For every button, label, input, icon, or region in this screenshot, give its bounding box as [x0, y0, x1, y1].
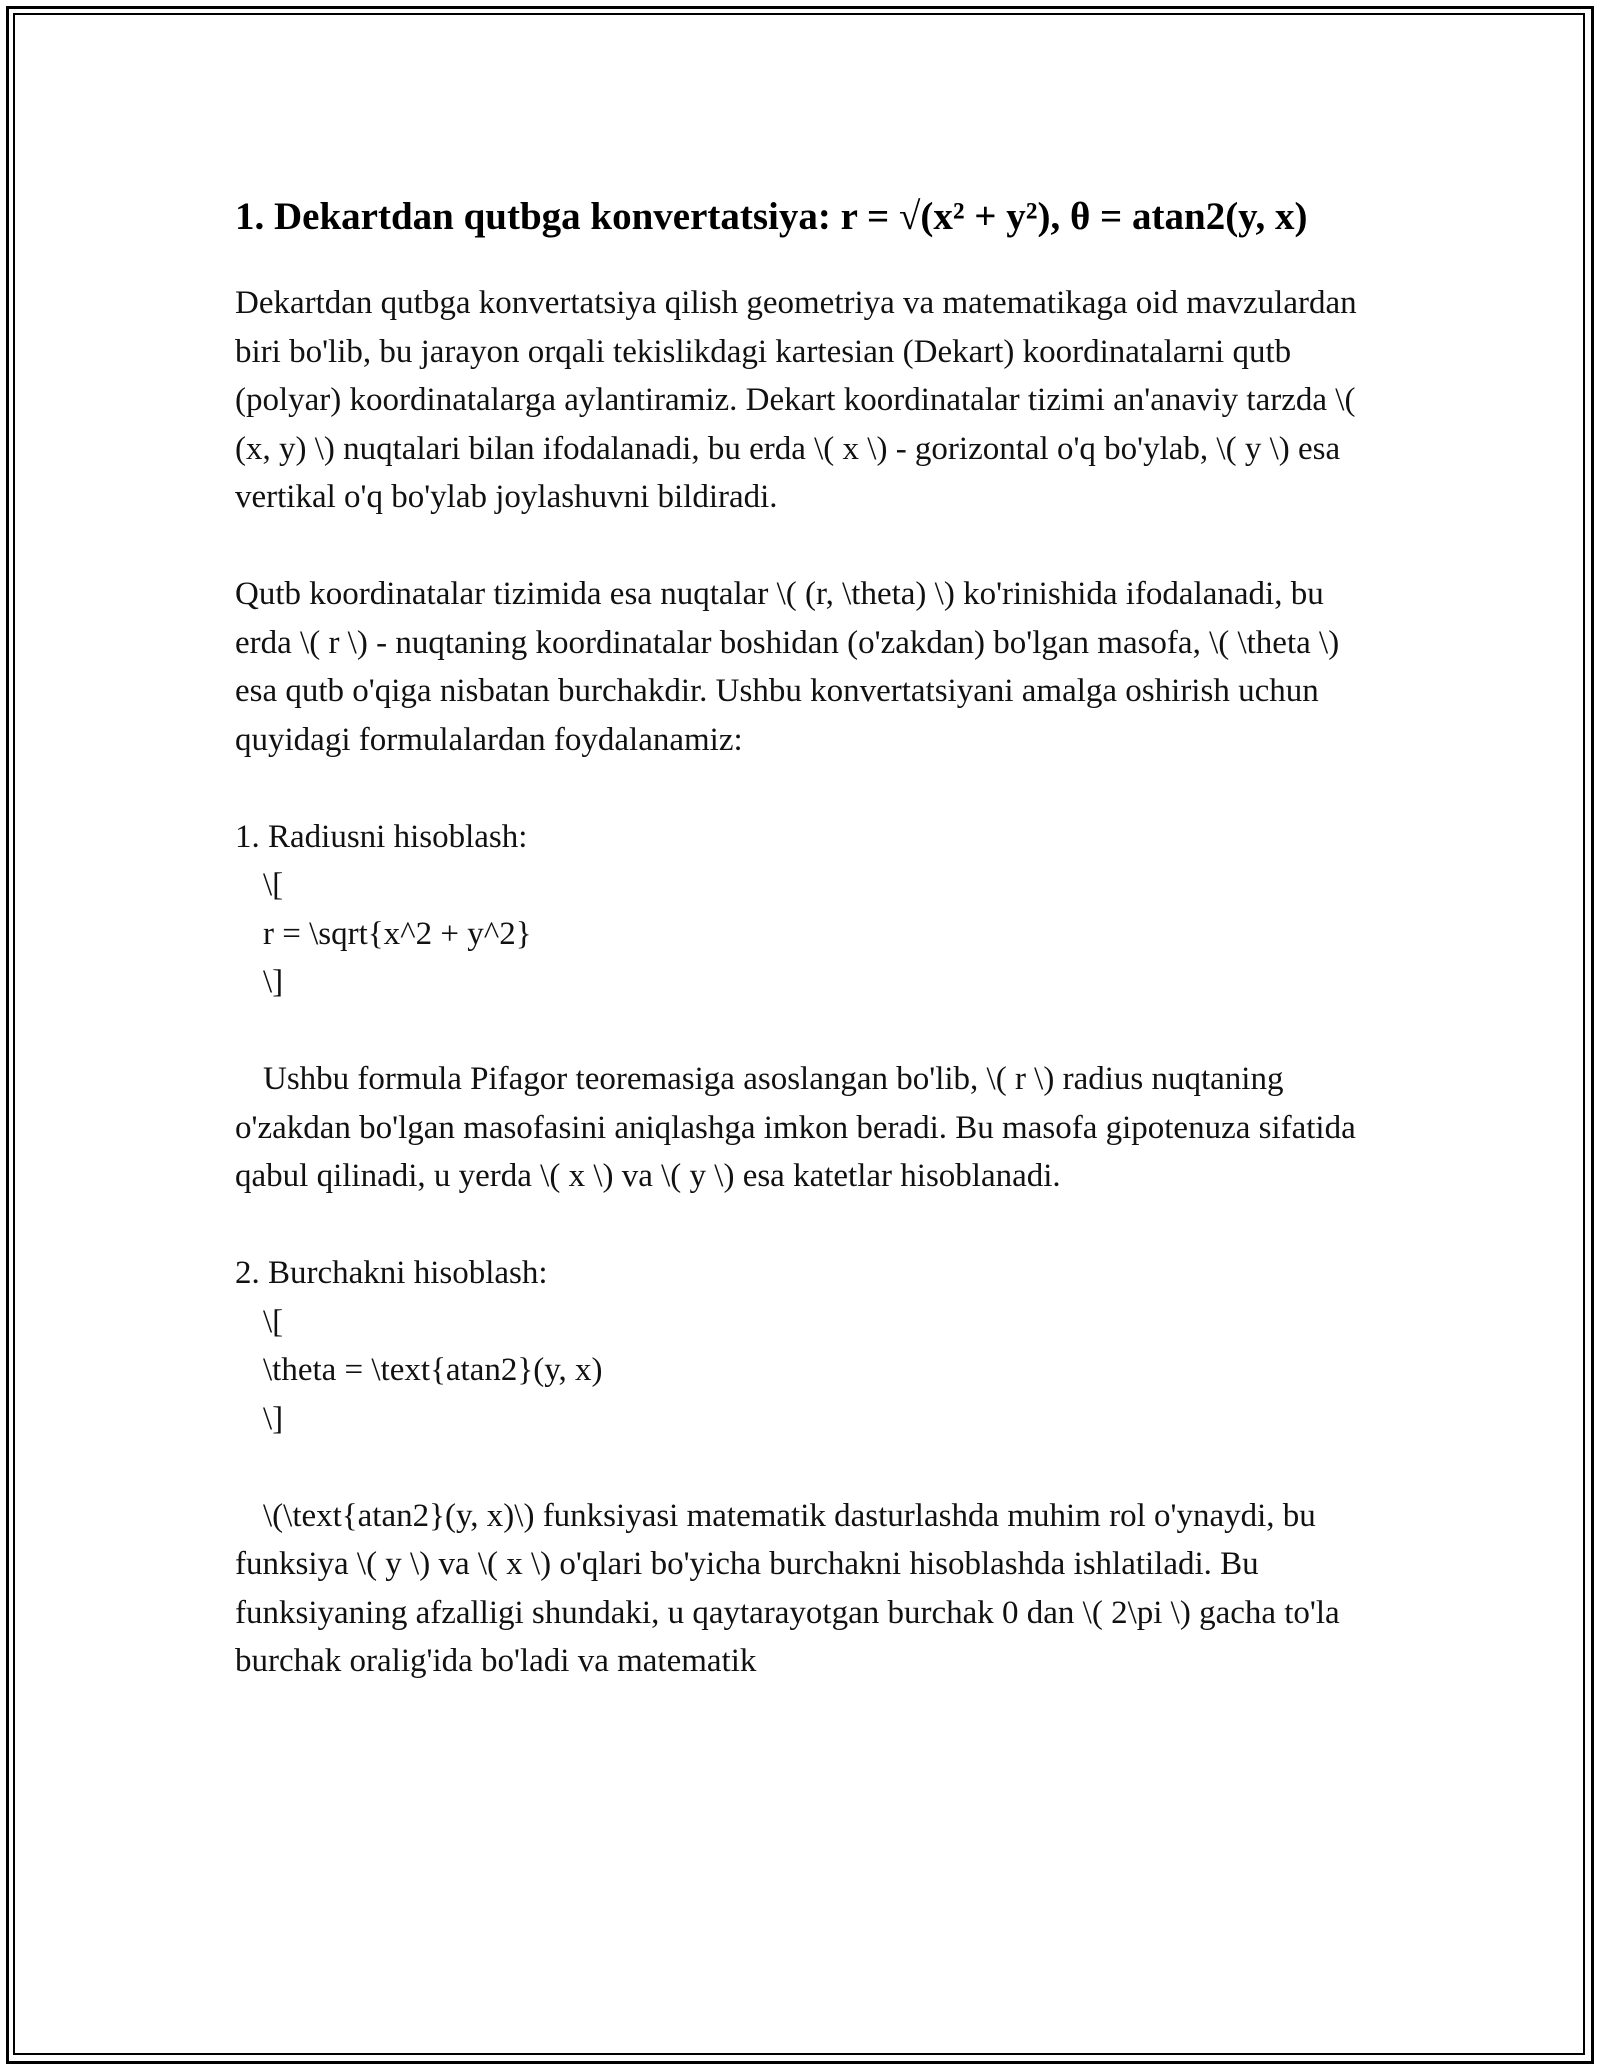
step-radius-title: 1. Radiusni hisoblash: — [235, 818, 528, 855]
angle-formula-close: \] — [263, 1400, 284, 1437]
radius-formula-close: \] — [263, 964, 284, 1000]
step-angle-title: 2. Burchakni hisoblash: — [235, 1255, 548, 1291]
paragraph-spacer — [235, 1443, 1365, 1492]
radius-formula-open: \[ — [263, 867, 284, 903]
radius-explanation — [235, 1055, 1365, 1201]
angle-formula-open: \[ — [263, 1303, 284, 1340]
intro-paragraph-1: Dekartdan qutbga konvertatsiya qilish geometriya va matematikaga oid mavzulardan biri bo'lib, bu jarayon orqali tekislikdagi kartesian (Dekart) koordinatalarni qutb (polyar) koordinatalarga aylantiramiz. Dekart koordinatalar tizimi an'anaviy tarzda \( (x, y) \) nuqtalari bilan ifodalanadi, bu erda \( x \) - gorizontal o'q bo'ylab, \( y \) esa vertikal o'q bo'ylab joylashuvni bildiradi. — [235, 285, 1357, 515]
paragraph-spacer — [235, 1007, 1365, 1056]
paragraph-spacer — [235, 1201, 1365, 1250]
radius-explanation-text: Ushbu formula Pifagor teoremasiga asoslangan bo'lib, \( r \) radius nuqtaning o'zakdan bo'lgan masofasini aniqlashga imkon beradi. Bu masofa gipotenuza sifatida qabul qilinadi, u yerda \( x \) va \( y \) esa katetlar hisoblanadi. — [235, 1061, 1356, 1194]
paragraph-spacer — [235, 522, 1365, 571]
paragraph-spacer — [235, 764, 1365, 813]
intro-paragraph-2: Qutb koordinatalar tizimida esa nuqtalar \( (r, \theta) \) ko'rinishida ifodalanadi, bu erda \( r \) - nuqtaning koordinatalar boshidan (o'zakdan) bo'lgan masofa, \( \theta \) esa qutb o'qiga nisbatan burchakdir. Ushbu konvertatsiyani amalga oshirish uchun quyidagi formulalardan foydalanamiz: — [235, 576, 1340, 758]
document-body — [235, 188, 1365, 1686]
angle-formula: \theta = \text{atan2}(y, x) — [263, 1352, 603, 1388]
angle-explanation — [235, 1492, 1365, 1686]
radius-formula: r = \sqrt{x^2 + y^2} — [263, 915, 532, 952]
angle-explanation-text: \(\text{atan2}(y, x)\) funksiyasi matematik dasturlashda muhim rol o'ynaydi, bu funksiya \( y \) va \( x \) o'qlari bo'yicha burchakni hisoblashda ishlatiladi. Bu funksiyaning afzalligi shundaki, u qaytarayotgan burchak 0 dan \( 2\pi \) gacha to'la burchak oralig'ida bo'ladi va matematik — [235, 1497, 1340, 1679]
section-heading: 1. Dekartdan qutbga konvertatsiya: r = √(x² + y²), θ = atan2(y, x) — [235, 195, 1308, 238]
